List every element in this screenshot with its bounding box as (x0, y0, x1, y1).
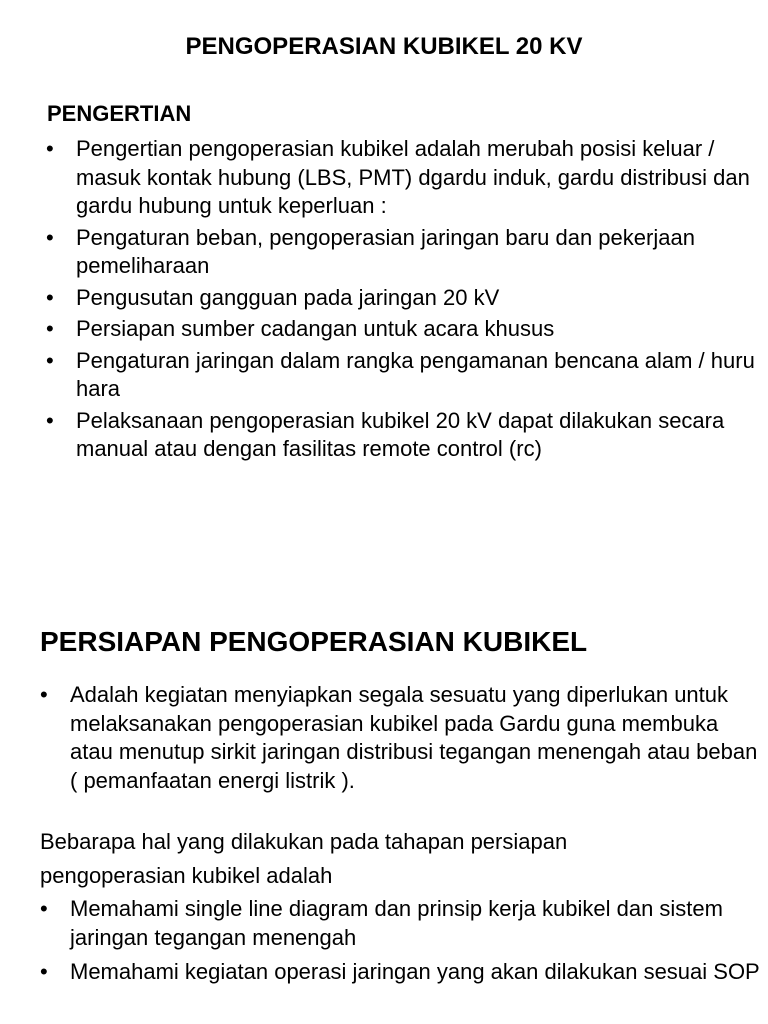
bullet-icon: • (46, 136, 54, 161)
slide-2-title: PERSIAPAN PENGOPERASIAN KUBIKEL (40, 626, 588, 657)
list-item-text: Persiapan sumber cadangan untuk acara khusus (76, 316, 555, 341)
list-item (40, 895, 760, 952)
list-item (46, 347, 756, 404)
list-item (40, 958, 760, 987)
list-item (40, 681, 760, 795)
list-item-text: Pelaksanaan pengoperasian kubikel 20 kV dapat dilakukan secara manual atau dengan fasilitas remote control (rc) (76, 407, 725, 461)
bullet-icon: • (46, 284, 54, 310)
list-item (46, 315, 756, 344)
bullet-icon: • (46, 347, 54, 373)
bullet-icon: • (40, 959, 48, 984)
list-item (46, 224, 756, 281)
slide-1-heading: PENGERTIAN (47, 101, 192, 126)
bullet-icon: • (40, 682, 48, 707)
slide-2 (0, 600, 768, 1024)
bullet-icon: • (46, 407, 54, 433)
slide-1-title: PENGOPERASIAN KUBIKEL 20 KV (185, 33, 583, 60)
list-item-text: Pengaturan jaringan dalam rangka pengamanan bencana alam / huru hara (76, 347, 755, 401)
slide-2-paragraph-line-1: Bebarapa hal yang dilakukan pada tahapan persiapan (40, 829, 568, 854)
slide-2-intro-list (40, 681, 760, 795)
bullet-icon: • (40, 896, 48, 921)
list-item-text: Pengaturan beban, pengoperasian jaringan baru dan pekerjaan pemeliharaan (76, 224, 695, 278)
list-item-text: Pengertian pengoperasian kubikel adalah merubah posisi keluar / masuk kontak hubung (LBS, PMT) dgardu induk, gardu distribusi dan gardu hubung untuk keperluan : (76, 136, 750, 218)
list-item (46, 135, 756, 221)
slide-2-paragraph-line-2: pengoperasian kubikel adalah (40, 863, 333, 888)
list-item (46, 407, 756, 464)
slide-1-bullet-list (46, 135, 756, 467)
slide-2-bullet-list (40, 895, 760, 993)
list-item-text: Memahami single line diagram dan prinsip kerja kubikel dan sistem jaringan tegangan menengah (70, 896, 723, 950)
list-item-text: Adalah kegiatan menyiapkan segala sesuatu yang diperlukan untuk melaksanakan pengoperasian kubikel pada Gardu guna membuka atau menutup sirkit jaringan distribusi tegangan menengah atau beban ( pemanfaatan energi listrik ). (70, 682, 758, 793)
list-item-text: Memahami kegiatan operasi jaringan yang akan dilakukan sesuai SOP (70, 959, 760, 984)
bullet-icon: • (46, 224, 54, 250)
bullet-icon: • (46, 316, 54, 341)
list-item-text: Pengusutan gangguan pada jaringan 20 kV (76, 284, 500, 310)
list-item (46, 284, 756, 313)
